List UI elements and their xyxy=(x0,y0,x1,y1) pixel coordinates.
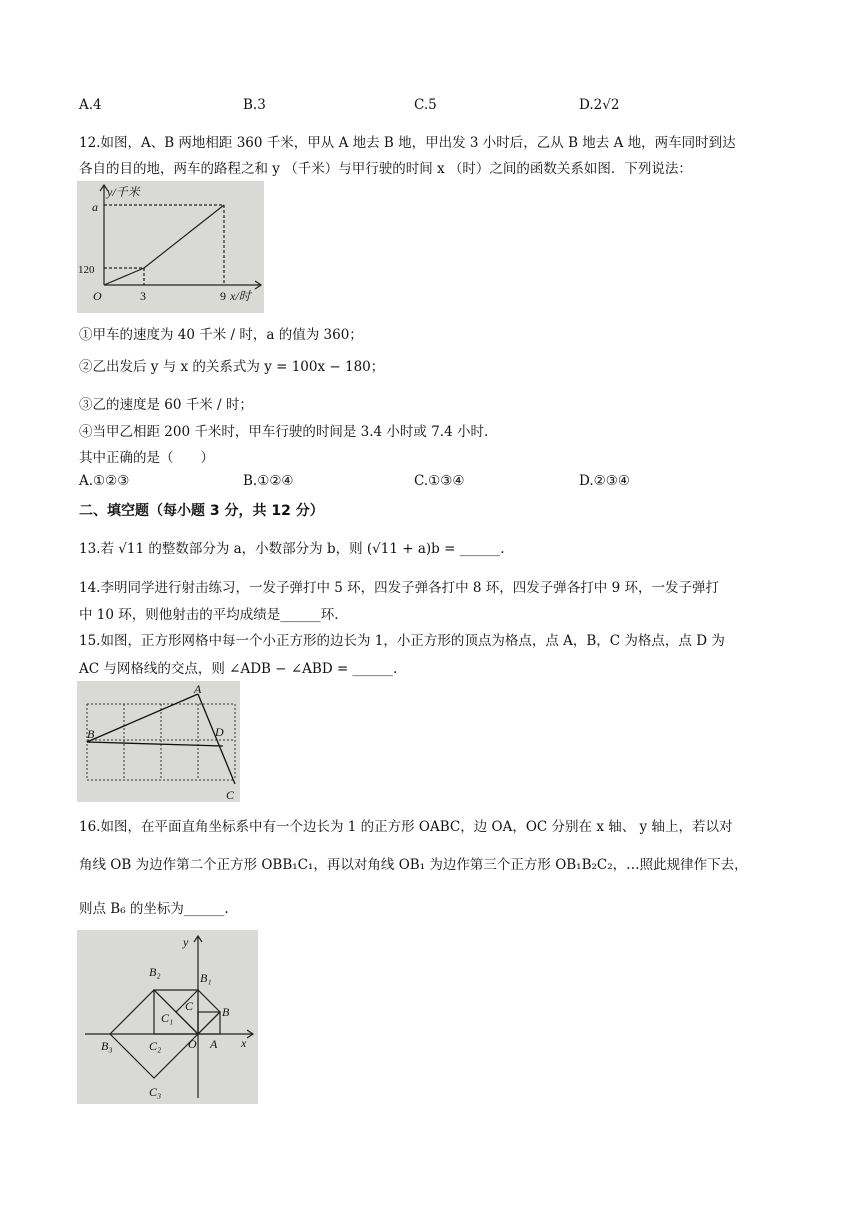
q12-statement-3: ③乙的速度是 60 千米 / 时； xyxy=(79,397,253,413)
q16-point-b3: B₃ xyxy=(101,1039,113,1053)
q16-point-c: C xyxy=(185,999,194,1013)
q12-a-label: a xyxy=(92,200,98,214)
q12-statement-4: ④当甲乙相距 200 千米时，甲车行驶的时间是 3.4 小时或 7.4 小时. xyxy=(79,424,489,440)
q12-text-line1: 12.如图，A、B 两地相距 360 千米，甲从 A 地去 B 地，甲出发 3 小时后，乙从 B 地去 A 地，两车同时到达 xyxy=(79,135,736,151)
q11-option-d: D.2√2 xyxy=(579,97,620,113)
q16-point-b: B xyxy=(222,1005,230,1019)
q12-graph-figure xyxy=(77,181,264,313)
q16-point-c3: C₃ xyxy=(149,1085,162,1099)
q12-option-d: D.②③④ xyxy=(579,473,630,489)
q16-point-c2: C₂ xyxy=(149,1039,162,1053)
q11-option-a: A.4 xyxy=(79,97,102,113)
q11-option-b: B.3 xyxy=(243,97,266,113)
q12-y-axis-label: y/千米 xyxy=(107,185,140,199)
q15-point-d: D xyxy=(215,725,224,739)
q16-point-c1: C₁ xyxy=(161,1011,174,1025)
q12-origin-label: O xyxy=(93,289,102,303)
q16-text-line1: 16.如图，在平面直角坐标系中有一个边长为 1 的正方形 OABC，边 OA，OC 分别在 x 轴、 y 轴上，若以对 xyxy=(79,819,733,835)
q12-x-tick-3: 3 xyxy=(140,289,146,303)
q12-option-b: B.①②④ xyxy=(243,473,294,489)
q15-text-line1: 15.如图，正方形网格中每一个小正方形的边长为 1，小正方形的顶点为格点，点 A，B，C 为格点，点 D 为 xyxy=(79,633,725,649)
q16-text-line2: 角线 OB 为边作第二个正方形 OBB₁C₁，再以对角线 OB₁ 为边作第三个正方形 OB₁B₂C₂，…照此规律作下去， xyxy=(79,857,748,873)
q12-text-line2: 各自的目的地，两车的路程之和 y （千米）与甲行驶的时间 x （时）之间的函数关系如图．下列说法： xyxy=(79,161,692,177)
q12-x-axis-label: x/时 xyxy=(230,289,251,303)
q12-statement-1: ①甲车的速度为 40 千米 / 时，a 的值为 360； xyxy=(79,327,363,343)
q12-prompt: 其中正确的是（ ） xyxy=(79,450,214,466)
q13-text: 13.若 √11 的整数部分为 a，小数部分为 b，则 (√11 + a)b = ______. xyxy=(79,541,505,557)
q16-coordinate-figure xyxy=(77,930,258,1104)
q16-y-axis-label: y xyxy=(183,935,189,949)
q12-x-tick-9: 9 xyxy=(220,289,226,303)
q12-option-a: A.①②③ xyxy=(79,473,130,489)
q12-y-tick-120: 120 xyxy=(78,264,95,276)
q14-text-line2: 中 10 环，则他射击的平均成绩是______环. xyxy=(79,607,339,623)
q14-text-line1: 14.李明同学进行射击练习，一发子弹打中 5 环，四发子弹各打中 8 环，四发子弹各打中 9 环，一发子弹打 xyxy=(79,580,719,596)
q16-point-o: O xyxy=(188,1037,197,1051)
q15-point-c: C xyxy=(226,788,235,802)
q11-option-c: C.5 xyxy=(414,97,437,113)
q16-point-b2: B₂ xyxy=(149,965,161,979)
section-title-fill-in: 二、填空题（每小题 3 分，共 12 分） xyxy=(79,503,324,519)
q16-point-a: A xyxy=(210,1037,218,1051)
q15-point-a: A xyxy=(194,682,202,696)
q15-grid-figure xyxy=(77,681,240,802)
q12-option-c: C.①③④ xyxy=(414,473,465,489)
q16-x-axis-label: x xyxy=(241,1036,247,1050)
q16-point-b1: B₁ xyxy=(200,971,212,985)
q12-statement-2: ②乙出发后 y 与 x 的关系式为 y = 100x − 180； xyxy=(79,359,385,375)
q15-point-b: B xyxy=(87,727,95,741)
q15-text-line2: AC 与网格线的交点，则 ∠ADB − ∠ABD = ______. xyxy=(79,661,398,677)
q16-text-line3: 则点 B₆ 的坐标为______. xyxy=(79,901,229,917)
